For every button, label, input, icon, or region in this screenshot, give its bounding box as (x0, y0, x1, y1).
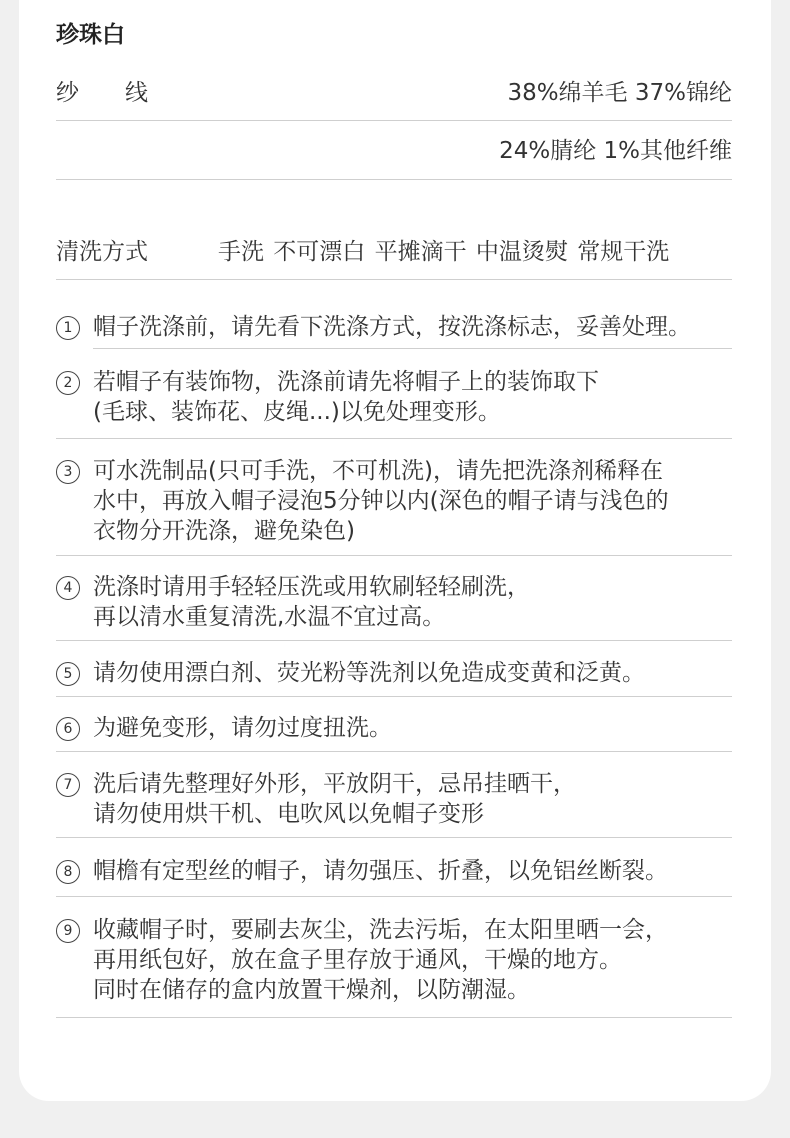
care-item-text: 为避免变形，请勿过度扭洗。 (93, 715, 392, 741)
divider (56, 837, 732, 838)
circled-number-icon: 6 (56, 717, 80, 741)
circled-number-icon: 9 (56, 919, 80, 943)
yarn-row-2 (56, 135, 732, 167)
care-item-text: 洗后请先整理好外形，平放阴干，忌吊挂晒干， (93, 771, 576, 797)
care-item-text: 水中，再放入帽子浸泡5分钟以内(深色的帽子请与浅色的 (93, 488, 669, 514)
circled-number-icon: 3 (56, 460, 80, 484)
care-item-text: 再以清水重复清洗,水温不宜过高。 (93, 604, 446, 630)
care-item-text: 帽子洗涤前，请先看下洗涤方式，按洗涤标志，妥善处理。 (93, 314, 691, 340)
divider (56, 179, 732, 180)
divider (56, 640, 732, 641)
divider (56, 279, 732, 280)
care-item-text: (毛球、装饰花、皮绳...)以免处理变形。 (93, 399, 501, 425)
circled-number-icon: 7 (56, 773, 80, 797)
care-item-text: 同时在储存的盒内放置干燥剂，以防潮湿。 (93, 977, 530, 1003)
divider (93, 348, 732, 349)
yarn-row (56, 77, 732, 109)
wash-label: 清洗方式 (56, 239, 148, 265)
yarn-label: 纱 线 (56, 80, 148, 106)
care-item-text: 若帽子有装饰物，洗涤前请先将帽子上的装饰取下 (93, 369, 599, 395)
divider (56, 438, 732, 439)
care-item-text: 请勿使用烘干机、电吹风以免帽子变形 (93, 801, 484, 827)
yarn-composition-1: 38%绵羊毛 37%锦纶 (507, 80, 732, 106)
yarn-composition-2: 24%腈纶 1%其他纤维 (499, 138, 732, 164)
circled-number-icon: 2 (56, 371, 80, 395)
color-title: 珍珠白 (56, 22, 125, 48)
divider (56, 120, 732, 121)
divider (56, 896, 732, 897)
care-item-text: 可水洗制品(只可手洗，不可机洗)，请先把洗涤剂稀释在 (93, 458, 663, 484)
divider (56, 696, 732, 697)
circled-number-icon: 5 (56, 662, 80, 686)
circled-number-icon: 1 (56, 316, 80, 340)
care-item-text: 再用纸包好，放在盒子里存放于通风，干燥的地方。 (93, 947, 622, 973)
circled-number-icon: 8 (56, 860, 80, 884)
divider (56, 555, 732, 556)
wash-row (56, 236, 732, 268)
divider (56, 1017, 732, 1018)
care-item-text: 洗涤时请用手轻轻压洗或用软刷轻轻刷洗， (93, 574, 530, 600)
care-item-text: 请勿使用漂白剂、荧光粉等洗剂以免造成变黄和泛黄。 (93, 660, 645, 686)
care-item-text: 衣物分开洗涤，避免染色) (93, 518, 355, 544)
circled-number-icon: 4 (56, 576, 80, 600)
divider (56, 751, 732, 752)
care-item-text: 帽檐有定型丝的帽子，请勿强压、折叠，以免铝丝断裂。 (93, 858, 668, 884)
care-item-text: 收藏帽子时，要刷去灰尘，洗去污垢，在太阳里晒一会， (93, 917, 668, 943)
wash-methods: 手洗 不可漂白 平摊滴干 中温烫熨 常规干洗 (218, 239, 670, 265)
